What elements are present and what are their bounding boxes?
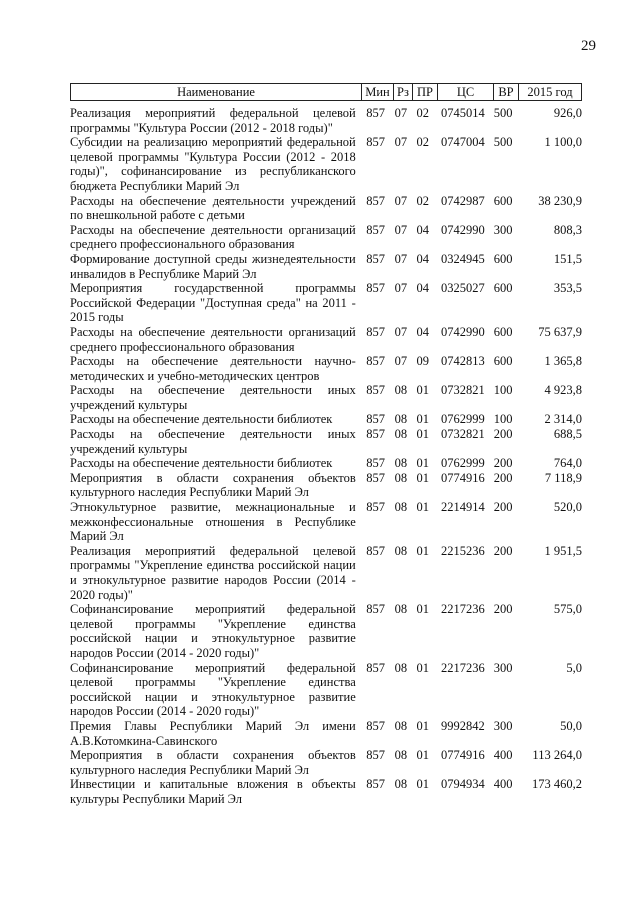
row-cs: 2215236 xyxy=(441,543,485,558)
row-vr: 100 xyxy=(493,383,513,398)
row-vr: 200 xyxy=(493,470,513,485)
row-name: Софинансирование мероприятий федеральной целевой программы "Укрепление единства российской нации и этнокультурное развитие народов России (2014 - 2020 годы)" xyxy=(70,602,356,660)
row-name: Расходы на обеспечение деятельности научно-методических и учебно-методических центров xyxy=(70,354,356,383)
row-amount: 4 923,8 xyxy=(544,383,582,398)
row-vr: 200 xyxy=(493,543,513,558)
row-cs: 2217236 xyxy=(441,602,485,617)
row-min: 857 xyxy=(366,106,385,120)
header-rz: Рз xyxy=(394,83,413,101)
row-pr: 01 xyxy=(416,748,429,763)
row-rz: 08 xyxy=(394,748,408,763)
row-name: Реализация мероприятий федеральной целевой программы "Культура России (2012 - 2018 годы)" xyxy=(70,106,356,135)
row-amount: 173 460,2 xyxy=(531,777,582,792)
row-pr: 01 xyxy=(416,427,429,442)
row-amount: 38 230,9 xyxy=(538,193,582,208)
row-rz: 08 xyxy=(394,718,408,733)
row-rz: 08 xyxy=(394,412,408,427)
row-cs: 0742813 xyxy=(441,354,485,369)
row-amount: 353,5 xyxy=(553,281,582,296)
row-name: Софинансирование мероприятий федеральной целевой программы "Укрепление единства российской нации и этнокультурное развитие народов России (2014 - 2020 годы)" xyxy=(70,660,356,719)
row-min: 857 xyxy=(366,543,385,558)
row-cs: 0742990 xyxy=(441,222,485,237)
row-min: 857 xyxy=(366,748,385,763)
row-rz: 08 xyxy=(394,383,408,398)
table-body xyxy=(70,106,582,807)
header-cs: ЦС xyxy=(438,83,494,101)
row-vr: 600 xyxy=(493,251,513,266)
row-vr: 600 xyxy=(493,193,513,208)
row-cs: 0324945 xyxy=(441,251,485,266)
row-cs: 0774916 xyxy=(441,748,485,763)
row-amount: 926,0 xyxy=(553,106,582,120)
table-row xyxy=(70,719,582,748)
row-vr: 300 xyxy=(493,222,513,237)
row-cs: 0742987 xyxy=(441,193,485,208)
row-vr: 500 xyxy=(493,135,513,150)
row-cs: 0774916 xyxy=(441,470,485,485)
row-pr: 01 xyxy=(416,718,429,733)
table-row xyxy=(70,106,582,135)
table-row xyxy=(70,412,582,427)
row-min: 857 xyxy=(366,602,385,617)
row-vr: 200 xyxy=(493,602,513,617)
row-rz: 08 xyxy=(394,777,408,792)
row-cs: 9992842 xyxy=(441,718,485,733)
row-name: Этнокультурное развитие, межнациональные и межконфессиональные отношения в Республике Марий Эл xyxy=(70,500,356,544)
row-pr: 02 xyxy=(416,106,429,120)
row-vr: 600 xyxy=(493,281,513,296)
row-cs: 2217236 xyxy=(441,660,485,675)
table-row xyxy=(70,383,582,412)
row-pr: 01 xyxy=(416,470,429,485)
row-name: Мероприятия государственной программы Российской Федерации "Доступная среда" на 2011 - 2015 годы xyxy=(70,281,356,325)
row-name: Премия Главы Республики Марий Эл имени А.В.Котомкина-Савинского xyxy=(70,718,356,748)
row-vr: 100 xyxy=(493,412,513,427)
table-row xyxy=(70,252,582,281)
table-row xyxy=(70,135,582,193)
table-header xyxy=(70,83,582,101)
row-amount: 113 264,0 xyxy=(532,748,582,763)
row-pr: 04 xyxy=(416,251,429,266)
row-vr: 200 xyxy=(493,456,513,471)
table-row xyxy=(70,223,582,252)
row-vr: 600 xyxy=(493,324,513,339)
row-amount: 2 314,0 xyxy=(544,412,582,427)
row-pr: 09 xyxy=(416,354,429,369)
row-name: Расходы на обеспечение деятельности библиотек xyxy=(70,456,333,471)
row-rz: 07 xyxy=(394,106,408,120)
row-amount: 5,0 xyxy=(566,660,582,675)
row-vr: 400 xyxy=(493,748,513,763)
row-cs: 0747004 xyxy=(441,135,485,150)
row-name: Расходы на обеспечение деятельности учреждений по внешкольной работе с детьми xyxy=(70,193,356,223)
row-name: Расходы на обеспечение деятельности организаций среднего профессионального образования xyxy=(70,324,356,354)
row-name: Мероприятия в области сохранения объектов культурного наследия Республики Марий Эл xyxy=(70,748,356,777)
row-vr: 200 xyxy=(493,500,513,515)
row-amount: 7 118,9 xyxy=(544,470,582,485)
row-min: 857 xyxy=(366,660,385,675)
page-number: 29 xyxy=(581,38,596,54)
row-name: Реализация мероприятий федеральной целевой программы "Укрепление единства российской нации и этнокультурное развитие народов России (2014 - 2020 годы)" xyxy=(70,543,356,602)
row-amount: 764,0 xyxy=(553,456,582,471)
row-vr: 400 xyxy=(493,777,513,792)
row-cs: 0742990 xyxy=(441,324,485,339)
row-amount: 575,0 xyxy=(553,602,582,617)
row-pr: 01 xyxy=(416,412,429,427)
table-row xyxy=(70,748,582,777)
row-name: Субсидии на реализацию мероприятий федеральной целевой программы "Культура России (2012 - 2018 годы)", софинансирование из республиканского бюджета Республики Марий Эл xyxy=(70,135,356,193)
row-min: 857 xyxy=(366,281,385,296)
header-vr: ВР xyxy=(494,83,519,101)
row-cs: 0745014 xyxy=(441,106,485,120)
row-pr: 04 xyxy=(416,281,429,296)
row-vr: 300 xyxy=(493,660,513,675)
row-min: 857 xyxy=(366,193,385,208)
row-pr: 01 xyxy=(416,543,429,558)
table-row xyxy=(70,427,582,456)
row-name: Мероприятия в области сохранения объектов культурного наследия Республики Марий Эл xyxy=(70,470,356,500)
row-pr: 01 xyxy=(416,660,429,675)
row-amount: 808,3 xyxy=(553,222,582,237)
row-pr: 01 xyxy=(416,500,429,515)
header-min: Мин xyxy=(362,83,394,101)
row-cs: 0732821 xyxy=(441,383,485,398)
row-min: 857 xyxy=(366,718,385,733)
row-pr: 04 xyxy=(416,324,429,339)
row-min: 857 xyxy=(366,222,385,237)
row-min: 857 xyxy=(366,383,385,398)
row-pr: 04 xyxy=(416,222,429,237)
table-row xyxy=(70,354,582,383)
row-rz: 07 xyxy=(394,135,408,150)
row-min: 857 xyxy=(366,324,385,339)
row-name: Инвестиции и капитальные вложения в объекты культуры Республики Марий Эл xyxy=(70,777,356,806)
row-amount: 75 637,9 xyxy=(538,324,582,339)
row-rz: 07 xyxy=(394,281,408,296)
row-cs: 0794934 xyxy=(441,777,485,792)
row-min: 857 xyxy=(366,427,385,442)
row-amount: 1 951,5 xyxy=(544,543,582,558)
row-pr: 02 xyxy=(416,135,429,150)
table-row xyxy=(70,661,582,719)
row-rz: 07 xyxy=(394,354,408,369)
row-amount: 688,5 xyxy=(553,427,582,442)
row-min: 857 xyxy=(366,135,385,150)
row-min: 857 xyxy=(366,470,385,485)
row-pr: 01 xyxy=(416,456,429,471)
row-name: Формирование доступной среды жизнедеятельности инвалидов в Республике Марий Эл xyxy=(70,251,356,281)
row-amount: 151,5 xyxy=(553,251,582,266)
table-row xyxy=(70,194,582,223)
row-min: 857 xyxy=(366,777,385,792)
row-vr: 500 xyxy=(493,106,513,120)
row-amount: 50,0 xyxy=(560,718,582,733)
table-row xyxy=(70,281,582,325)
row-cs: 0325027 xyxy=(441,281,485,296)
header-name: Наименование xyxy=(70,83,362,101)
row-pr: 02 xyxy=(416,193,429,208)
row-name: Расходы на обеспечение деятельности библиотек xyxy=(70,412,333,427)
row-vr: 300 xyxy=(493,718,513,733)
table-row xyxy=(70,471,582,500)
row-pr: 01 xyxy=(416,602,429,617)
row-rz: 08 xyxy=(394,660,408,675)
row-cs: 0762999 xyxy=(441,456,485,471)
row-rz: 07 xyxy=(394,193,408,208)
row-rz: 08 xyxy=(394,470,408,485)
row-pr: 01 xyxy=(416,383,429,398)
row-min: 857 xyxy=(366,354,385,369)
table-row xyxy=(70,777,582,806)
row-rz: 08 xyxy=(394,543,408,558)
row-name: Расходы на обеспечение деятельности организаций среднего профессионального образования xyxy=(70,222,356,252)
row-pr: 01 xyxy=(416,777,429,792)
row-rz: 07 xyxy=(394,222,408,237)
row-amount: 520,0 xyxy=(553,500,582,515)
row-vr: 600 xyxy=(493,354,513,369)
row-amount: 1 365,8 xyxy=(544,354,582,369)
row-min: 857 xyxy=(366,456,385,471)
row-cs: 2214914 xyxy=(441,500,485,515)
row-rz: 08 xyxy=(394,602,408,617)
header-year: 2015 год xyxy=(519,83,582,101)
row-vr: 200 xyxy=(493,427,513,442)
row-min: 857 xyxy=(366,412,385,427)
row-min: 857 xyxy=(366,500,385,515)
row-cs: 0762999 xyxy=(441,412,485,427)
table-row xyxy=(70,325,582,354)
row-cs: 0732821 xyxy=(441,427,485,442)
table-row xyxy=(70,544,582,602)
table-row xyxy=(70,456,582,471)
table-row xyxy=(70,500,582,544)
row-amount: 1 100,0 xyxy=(544,135,582,150)
table-row xyxy=(70,602,582,660)
row-rz: 07 xyxy=(394,251,408,266)
row-rz: 07 xyxy=(394,324,408,339)
row-rz: 08 xyxy=(394,500,408,515)
row-rz: 08 xyxy=(394,456,408,471)
row-name: Расходы на обеспечение деятельности иных учреждений культуры xyxy=(70,383,356,412)
row-name: Расходы на обеспечение деятельности иных учреждений культуры xyxy=(70,427,356,456)
header-pr: ПР xyxy=(413,83,438,101)
row-rz: 08 xyxy=(394,427,408,442)
row-min: 857 xyxy=(366,251,385,266)
